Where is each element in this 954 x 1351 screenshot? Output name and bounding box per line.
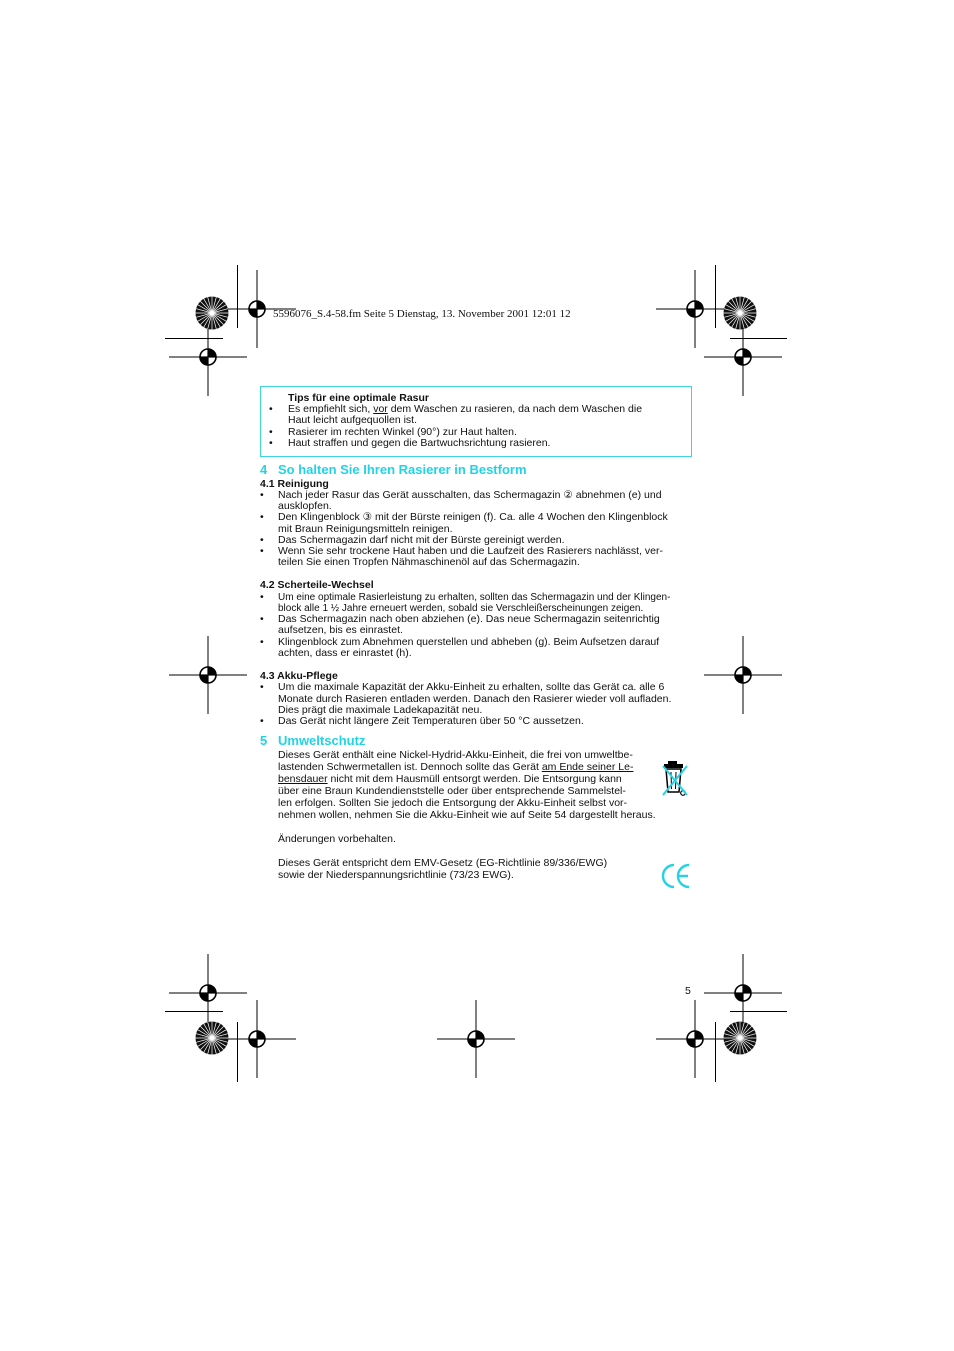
emv-text: Dieses Gerät entspricht dem EMV-Gesetz (EG-Richtlinie 89/336/EWG) [278, 857, 608, 869]
text-line: Nach jeder Rasur das Gerät ausschalten, das Schermagazin ② abnehmen (e) und [278, 489, 662, 501]
text-line: Wenn Sie sehr trockene Haut haben und die Laufzeit des Rasierers nachlässt, ver- [278, 545, 664, 557]
bullet: • [260, 591, 264, 603]
color-star-target-icon [723, 296, 757, 330]
bullet: • [260, 681, 264, 693]
bullet: • [269, 437, 273, 449]
bullet: • [260, 489, 264, 501]
file-header: 5596076_S.4-58.fm Seite 5 Dienstag, 13. November 2001 12:01 12 [273, 308, 571, 320]
text-line: achten, dass er einrastet (h). [278, 647, 412, 659]
text-line: len erfolgen. Sollten Sie jedoch die Entsorgung der Akku-Einheit selbst vor- [278, 797, 628, 809]
registration-mark-icon [704, 636, 782, 714]
tips-item: Haut leicht aufgequollen ist. [288, 414, 417, 426]
registration-mark-icon [437, 1000, 515, 1078]
text-line: Um die maximale Kapazität der Akku-Einheit zu erhalten, sollte das Gerät ca. alle 6 [278, 681, 665, 693]
text-line: Das Gerät nicht längere Zeit Temperaturen über 50 °C aussetzen. [278, 715, 584, 727]
subsection-title: 4.3 Akku-Pflege [260, 670, 338, 682]
bullet: • [260, 545, 264, 557]
page-number: 5 [685, 985, 691, 997]
text-line: mit Braun Reinigungsmitteln reinigen. [278, 523, 453, 535]
section-number: 4 [260, 462, 268, 477]
color-star-target-icon [723, 1021, 757, 1055]
color-star-target-icon [195, 1021, 229, 1055]
text-line: Den Klingenblock ③ mit der Bürste reinigen (f). Ca. alle 4 Wochen den Klingenblock [278, 511, 668, 523]
section-title: So halten Sie Ihren Rasierer in Bestform [278, 462, 527, 477]
subsection-title: 4.1 Reinigung [260, 478, 329, 490]
tips-item: Haut straffen und gegen die Bartwuchsrichtung rasieren. [288, 437, 551, 449]
subsection-title: 4.2 Scherteile-Wechsel [260, 579, 374, 591]
registration-mark-icon [169, 636, 247, 714]
ce-mark-icon [661, 862, 691, 890]
text-line: block alle 1 ½ Jahre erneuert werden, sobald sie Verschleißerscheinungen zeigen. [278, 603, 644, 614]
text-line: lastenden Schwermetallen ist. Dennoch sollte das Gerät am Ende seiner Le- [278, 761, 634, 773]
text-line: nehmen wollen, nehmen Sie die Akku-Einheit wie auf Seite 54 dargestellt heraus. [278, 809, 656, 821]
section-number: 5 [260, 733, 268, 748]
text-line: Um eine optimale Rasierleistung zu erhalten, sollten das Schermagazin und der Klingen- [278, 592, 671, 603]
text-line: Monate durch Rasieren entladen werden. Danach den Rasierer wieder voll aufladen. [278, 693, 672, 705]
text-line: Das Schermagazin nach oben abziehen (e). Das neue Schermagazin seitenrichtig [278, 613, 660, 625]
tips-item: Es empfiehlt sich, vor dem Waschen zu rasieren, da nach dem Waschen die [288, 403, 643, 415]
tips-title: Tips für eine optimale Rasur [288, 392, 430, 404]
bullet: • [260, 534, 264, 546]
crossed-out-bin-icon [662, 760, 688, 798]
bullet: • [269, 426, 273, 438]
bullet: • [260, 636, 264, 648]
tips-item: Rasierer im rechten Winkel (90°) zur Haut halten. [288, 426, 517, 438]
bullet: • [269, 403, 273, 415]
text-line: Dieses Gerät enthält eine Nickel-Hydrid-Akku-Einheit, die frei von umweltbe- [278, 749, 633, 761]
text-line: aufsetzen, bis es einrastet. [278, 624, 403, 636]
text-line: Dies prägt die maximale Ladekapazität neu. [278, 704, 483, 716]
emv-text: sowie der Niederspannungsrichtlinie (73/23 EWG). [278, 869, 514, 881]
color-star-target-icon [195, 296, 229, 330]
bullet: • [260, 613, 264, 625]
bullet: • [260, 715, 264, 727]
registration-mark-icon [218, 1000, 296, 1078]
text-line: bensdauer nicht mit dem Hausmüll entsorgt werden. Die Entsorgung kann [278, 773, 622, 785]
section-title: Umweltschutz [278, 733, 366, 748]
text-line: ausklopfen. [278, 500, 332, 512]
text-line: Das Schermagazin darf nicht mit der Bürste gereinigt werden. [278, 534, 565, 546]
text-line: über eine Braun Kundendienststelle oder über entsprechende Sammelstel- [278, 785, 626, 797]
text-line: teilen Sie einen Tropfen Nähmaschinenöl auf das Schermagazin. [278, 556, 580, 568]
note-text: Änderungen vorbehalten. [278, 833, 396, 845]
text-line: Klingenblock zum Abnehmen querstellen und abheben (g). Beim Aufsetzen darauf [278, 636, 660, 648]
bullet: • [260, 511, 264, 523]
